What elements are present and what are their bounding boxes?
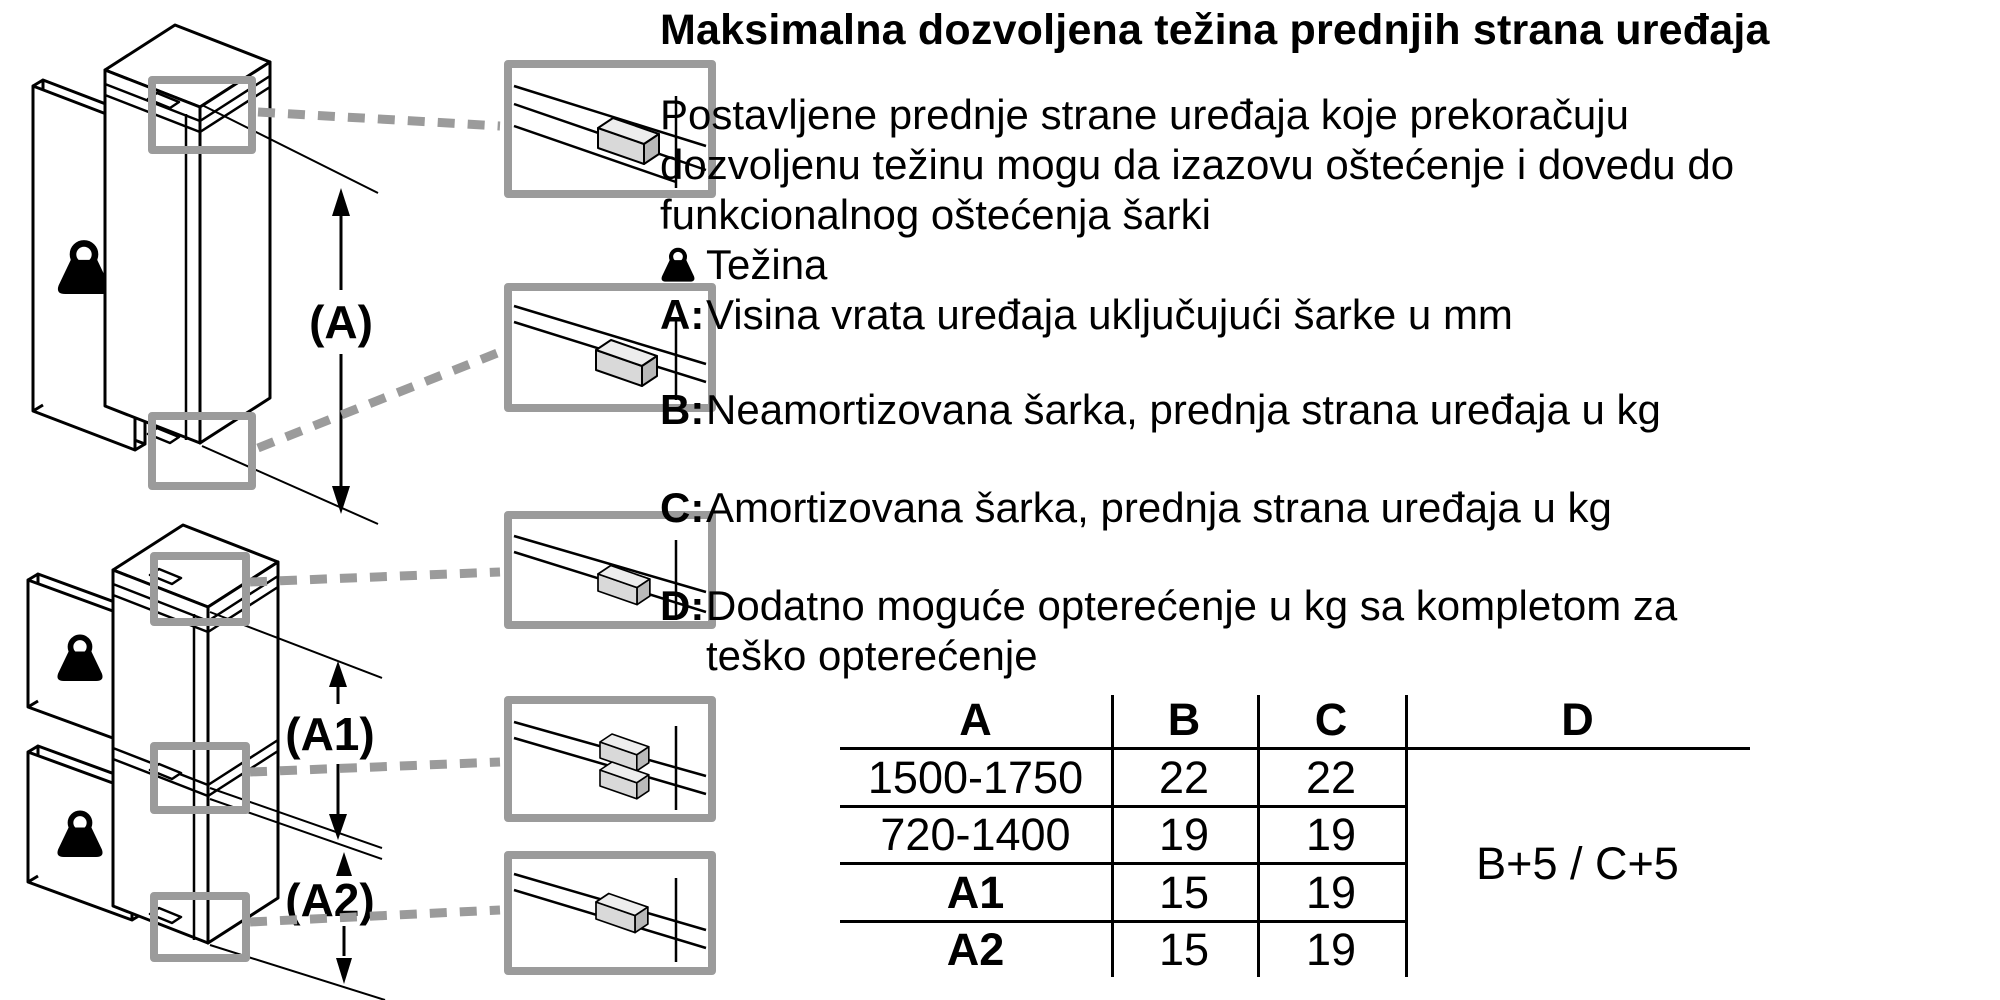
table-cell: 15	[1158, 867, 1210, 918]
legend-row-weight	[660, 240, 827, 290]
table-cell: 19	[1305, 867, 1357, 918]
callout-connector	[250, 572, 500, 582]
legend-text-d-line2: teško opterećenje	[706, 632, 1038, 679]
callout-connector	[250, 762, 500, 772]
legend-key-c: C:	[660, 484, 705, 531]
intro-line: dozvoljenu težinu mogu da izazovu oštećenje i dovedu do	[660, 141, 1735, 188]
legend-text-d-line1: Dodatno moguće opterećenje u kg sa kompletom za	[706, 582, 1678, 629]
dimension-label-a1: (A1)	[285, 708, 375, 760]
arrowhead-up-icon	[336, 852, 352, 876]
dimension-a1	[285, 661, 374, 840]
content-column	[660, 0, 2000, 1000]
legend-key-b: B:	[660, 386, 705, 433]
legend-row-c	[660, 483, 1612, 533]
arrowhead-up-icon	[329, 661, 347, 687]
table-cell: 720-1400	[880, 809, 1071, 860]
arrowhead-up-icon	[332, 188, 350, 216]
arrowhead-down-icon	[336, 958, 352, 984]
table-header-a: A	[959, 694, 992, 745]
installation-diagram	[0, 0, 740, 1000]
table-header-b: B	[1167, 694, 1201, 745]
extension-line	[210, 945, 385, 1000]
table-cell: A1	[946, 867, 1005, 918]
legend-text-b: Neamortizovana šarka, prednja strana uređaja u kg	[706, 386, 1661, 433]
table-cell: 19	[1305, 924, 1357, 975]
table-cell: 1500-1750	[867, 752, 1084, 803]
legend-key-a: A:	[660, 291, 705, 338]
legend-text-c: Amortizovana šarka, prednja strana uređaja u kg	[706, 484, 1612, 531]
dimension-a	[309, 188, 373, 514]
legend-row-a	[660, 290, 1513, 340]
table-cell-d-merged: B+5 / C+5	[1476, 838, 1679, 889]
appliance-double-door-diagram	[28, 515, 712, 1000]
legend-row-b	[660, 385, 1661, 435]
dimension-label-a: (A)	[309, 296, 373, 348]
intro-line: Postavljene prednje strane uređaja koje prekoračuju	[660, 91, 1629, 138]
table-cell: 19	[1158, 809, 1210, 860]
legend-key-d: D:	[660, 582, 705, 629]
table-cell: 15	[1158, 924, 1210, 975]
legend-weight-label: Težina	[706, 241, 828, 288]
dimension-a2	[285, 852, 374, 984]
callout-connector	[258, 112, 500, 126]
intro-line: funkcionalnog oštećenja šarki	[660, 191, 1212, 238]
appliance-single-door-diagram	[33, 25, 712, 524]
table-cell: 22	[1305, 752, 1357, 803]
legend-text-a: Visina vrata uređaja uključujući šarke u mm	[706, 291, 1513, 338]
legend-text-d	[706, 581, 1677, 681]
intro-paragraph	[660, 90, 1734, 240]
callout-connector	[258, 352, 500, 448]
spec-table	[840, 692, 1750, 982]
legend-row-d	[660, 581, 1677, 681]
dimension-label-a2: (A2)	[285, 874, 375, 926]
table-cell: 22	[1158, 752, 1210, 803]
arrowhead-down-icon	[329, 814, 347, 840]
appliance-cabinet	[113, 525, 278, 943]
table-cell: 19	[1305, 809, 1357, 860]
appliance-cabinet	[105, 25, 270, 443]
page-title: Maksimalna dozvoljena težina prednjih strana uređaja	[660, 6, 1770, 54]
weight-icon	[660, 240, 706, 290]
table-header-c: C	[1314, 694, 1348, 745]
table-cell: A2	[946, 924, 1005, 975]
table-header-d: D	[1561, 694, 1594, 745]
